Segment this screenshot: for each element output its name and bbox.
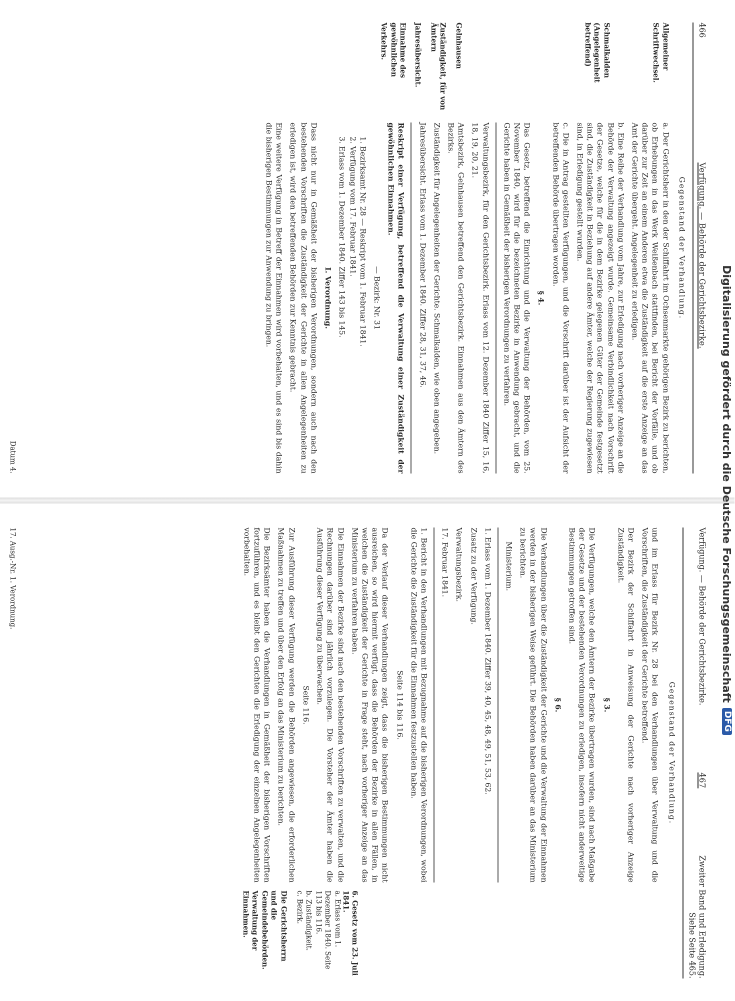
- section-mark: Seite 116.: [301, 685, 311, 725]
- header-right-label: Zweiter Band und Erledigung.: [697, 855, 707, 979]
- right-header-right: [686, 855, 706, 978]
- section-text: Die Verhandlungen über die Zuständigkeit der Gerichte und die Verwaltung der Einnahmen werden in der bisherigen Weise geführt. Die Behörden haben darüber an das Ministerium zu berichten.: [518, 527, 549, 883]
- left-header-title: Verfügung. — Behörde der Gerichtsbezirke.: [697, 162, 707, 349]
- right-page-header: [682, 528, 706, 979]
- dfg-watermark-text-row: [718, 0, 735, 1000]
- section-mark: Seite 114 bis 116.: [395, 670, 405, 740]
- right-subtitle: Gegenstand der Verhandlung.: [667, 681, 677, 825]
- side-item: c. Bezirk.: [295, 890, 304, 924]
- list-item: 2. Verfügung vom 17. Februar 1841.: [348, 136, 358, 277]
- table-row: 17. Februar 1841.: [440, 527, 450, 598]
- paragraph: c. Die in Antrag gestellten Verfügungen, und die Vorschrift darüber ist der Aufsicht der betreffenden Behörde übertragen worden.: [551, 122, 571, 474]
- paragraph: b. Eine Reihe der Verhandlung vom Jahre, zur Erledigung nach vorheriger Anzeige an die Behörde der Verwaltung angezeigt wurde. Gemeinsame Verbindlichkeit nach Vorschrift der Gesetze, welche für die in dem Bezirke gelegenen Güter der Gemeinde festgesetzt sind, die Zuständigkeit in Beziehung auf andere Ämter, welche der Regierung zugewiesen sind, in Erledigung gestellt wurden.: [575, 122, 626, 474]
- right-page: [0, 506, 735, 1001]
- right-side-column: [237, 891, 660, 979]
- right-page-number: 467: [697, 772, 707, 789]
- divider: [433, 528, 434, 883]
- section-text: Das Gesetz, betreffend die Einrichtung und die Verwaltung der Behörden, vom 25. November 1840, wird für die bezeichneten Bezirke in Anwendung gebracht, und die Gerichte haben in Gemäßheit der bisherigen Verordnungen zu verfahren.: [502, 122, 532, 474]
- paragraph: a. Der Gerichtsherr in den der Schiffahrt im Ochsenmarkte gehörigen Bezirk zu berichten, ob Erhebungen in das Werk Weißenbach stattfinden, bei Bericht der Vorfälle, und ob darüber zur Zeit an einem Anderen etwa die Zuständigkeit auf die erste Anzeige an das Amt der Gerichte übergeht. Angelegenheit zu erledigen.: [630, 122, 671, 474]
- left-subtitle: Gegenstand der Verhandlung.: [677, 176, 687, 320]
- table-row: Verwaltungsbezirk.: [454, 527, 464, 602]
- paragraph: und im Erlass für Bezirk Nr. 28 bei den Verhandlungen über Verwaltung und die Vorschriften, die Zuständigkeit der Gerichte betreffend.: [640, 527, 660, 883]
- body-paragraph: Die Einnahmen der Bezirke sind nach den bestehenden Vorschriften zu verwalten, und die Rechnungen darüber sind jährlich vorzulegen. Die Vorsteher der Ämter haben die Ausführung dieser Verfügung zu überwachen.: [315, 527, 346, 883]
- body-paragraph: Die Bezirksämter haben die Verhandlungen in Gemäßheit der bisherigen Vorschriften fortzuführen, und es bleibt den Gerichten die Erledigung der einzelnen Angelegenheiten vorbehalten.: [242, 527, 272, 883]
- left-main-column: [259, 123, 670, 474]
- decree-title: Reskript einer Verfügung, betreffend die Verwaltung einer Zuständigkeit der gewöhnlichen Einnahmen.: [386, 122, 406, 474]
- side-heading: Allgemeiner Schriftwechsel.: [651, 22, 671, 83]
- body-paragraph: Da der Verlauf dieser Verhandlungen zeigt, dass die bisherigen Bestimmungen nicht ausreichen, so wird hiermit verfügt, dass die Behörden der Bezirke in allen Fällen, in welchen die Zuständigkeit der Gerichte in Frage steht, nach vorheriger Anzeige an das Ministerium zu verfahren haben.: [350, 527, 390, 883]
- right-footer: 17. Ausg.-Nr. 1. Verordnung.: [8, 527, 17, 630]
- right-columns: [237, 528, 660, 979]
- table-row: 1. Erlass vom 1. Dezember 1840. Ziffer 39, 40, 45, 48, 49, 51, 53, 62.: [483, 527, 493, 795]
- divider: [411, 123, 412, 474]
- list-text: 1. Bericht in den Verhandlungen mit Bezugnahme auf die bisherigen Verordnungen, wobei die Gerichte die Zuständigkeit für die Einnahmen festzustellen haben.: [409, 527, 429, 883]
- side-item: Gelnhausen: [454, 22, 464, 69]
- table-row: Jahresübersicht. Erlass vom 1. Dezember 1840. Ziffer 28, 31, 37, 46.: [418, 122, 428, 388]
- table-row: Amtsbezirk, Gelnhausen betreffend den Gerichtsbezirk. Einnahmen aus den Ämtern des Bezirks.: [446, 122, 466, 474]
- left-footer: Datum 4.: [8, 440, 17, 474]
- signature: Ministerium.: [504, 541, 514, 592]
- dfg-logo-badge: DFG: [722, 708, 732, 735]
- decree-ref: — Bezirk: Nr. 31: [372, 266, 382, 330]
- divider: [497, 528, 498, 883]
- side-item: Jahresübersicht.: [413, 22, 423, 88]
- section-mark: § 3.: [602, 697, 612, 713]
- watermark-text: Digitalisierung gefördert durch die Deutsche Forschungsgemeinschaft: [720, 265, 734, 703]
- left-side-column: [259, 23, 670, 115]
- sub-heading: I. Verordnung.: [323, 267, 333, 329]
- left-page-number: 466: [697, 22, 707, 38]
- divider: [495, 123, 496, 474]
- section-mark: § 4.: [536, 290, 546, 306]
- side-item: a. Erlass vom 1. Dezember 1840. Seite 113 bis 116.: [314, 890, 342, 970]
- right-header-title: Verfügung. — Behörde der Gerichtsbezirke.: [697, 527, 707, 706]
- list-item: 1. Bezirksamt Nr. 28 — Reskript vom 1. Februar 1841.: [358, 136, 368, 347]
- side-item: Zuständigkeit, für von Ämtern: [429, 22, 448, 111]
- side-item: 6. Gesetz vom 23. Juli 1841.: [341, 890, 360, 976]
- table-row: Zuständigkeit für Angelegenheiten der Gerichte. Schmalkalden, wie oben angegeben.: [432, 122, 442, 455]
- closing-paragraph: Dass nicht nur in Gemäßheit der bisherigen Verordnungen, sondern auch nach den bestehenden Vorschriften die Zuständigkeit der Gerichte in allen Angelegenheiten zu erledigen ist, wird den betreffenden Behörden zur Kenntnis gebracht.: [289, 122, 319, 474]
- dfg-watermark: [717, 0, 735, 1000]
- section-text: Die Verfügungen, welche den Ämtern der Bezirke übertragen wurden, sind nach Maßgabe der Gesetze und der bestehenden Verordnungen zu erledigen, insofern nicht anderweitige Bestimmungen getroffen sind.: [567, 527, 597, 883]
- side-item: Schmalkalden (Angelegenheit betreffend): [583, 22, 612, 83]
- closing-paragraph: Eine weitere Verfügung in Betreff der Einnahmen wird vorbehalten, und es sind bis dahin die bisherigen Bestimmungen zur Anwendung zu bringen.: [264, 122, 284, 474]
- side-item: Einnahme des gewöhnlichen Verkehrs.: [379, 22, 408, 78]
- table-row: Zusatz zu der Verfügung.: [469, 527, 479, 625]
- page-gutter: [0, 498, 735, 504]
- section-mark: § 6.: [553, 697, 563, 713]
- list-item: 3. Erlass vom 1. Dezember 1840. Ziffer 143 bis 145.: [337, 136, 347, 338]
- body-paragraph: Zur Ausführung dieser Verfügung werden die Behörden angewiesen, die erforderlichen Maßnahmen zu treffen und über den Erfolg an das Ministerium zu berichten.: [277, 527, 297, 883]
- header-right-note: Siehe Seite 465.: [687, 912, 697, 979]
- paragraph: Der Bezirk der Schiffahrt in Anweisung der Gerichte nach vorheriger Anzeige Zuständigkeit.: [616, 527, 636, 883]
- table-row: Verwaltungsbezirk, für den Gerichtsbezirk. Erlass vom 12. Dezember 1840 Ziffer 15, 16, 18, 19, 20, 21.: [470, 122, 491, 474]
- left-columns: [259, 23, 670, 474]
- side-item: Die Gerichtsherrn und die Gemeindebehörden. Verwaltung der Einnahmen.: [241, 890, 289, 970]
- side-item: b. Zuständigkeit.: [304, 890, 313, 951]
- rotated-book-spread: [0, 1, 735, 1001]
- right-main-column: [237, 528, 660, 883]
- left-page-header: [692, 23, 706, 474]
- left-page: [0, 1, 735, 496]
